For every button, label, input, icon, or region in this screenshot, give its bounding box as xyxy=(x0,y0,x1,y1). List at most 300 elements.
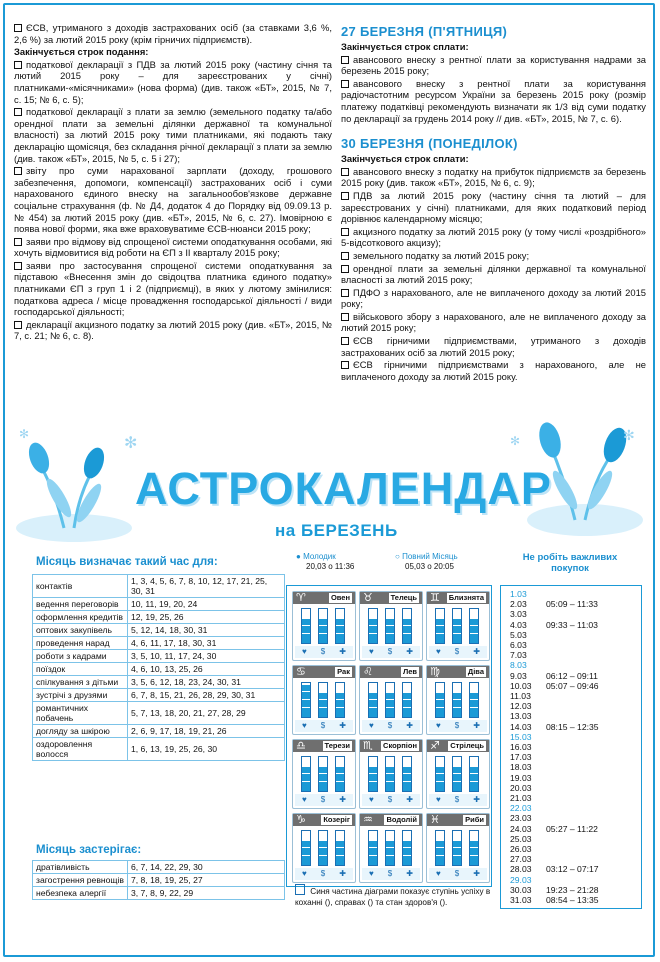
zodiac-sign-icon: ♋ xyxy=(296,666,306,678)
bar-segment xyxy=(336,699,344,700)
bar-segment xyxy=(386,691,394,692)
activity-cell: спілкування з дітьми xyxy=(33,676,128,689)
money-icon: $ xyxy=(320,795,326,804)
bar-segment xyxy=(302,707,310,708)
bar-segment xyxy=(403,707,411,708)
payment-item xyxy=(341,359,646,382)
activity-cell: небезпека алергії xyxy=(33,887,128,900)
activity-cell: ведення переговорів xyxy=(33,598,128,611)
payment-item-text: ЄСВ гірничими підприємствами, утриманого з доходів застрахованих осіб за лютий 2015 року; xyxy=(341,335,646,358)
date-row xyxy=(510,895,599,905)
bar-segment xyxy=(470,617,478,618)
activity-cell: проведення нарад xyxy=(33,637,128,650)
bar-segment xyxy=(470,691,478,692)
bar-segment xyxy=(436,707,444,708)
payment-item-text: земельного податку за лютий 2015 року; xyxy=(353,249,530,261)
success-bar xyxy=(435,682,445,718)
success-fill xyxy=(436,767,444,791)
bar-segment xyxy=(369,633,377,634)
bar-segment xyxy=(302,781,310,782)
success-fill xyxy=(403,841,411,865)
success-fill xyxy=(386,619,394,643)
cell-icons xyxy=(429,720,487,732)
zodiac-cell xyxy=(292,591,356,661)
zodiac-cell xyxy=(426,591,490,661)
success-fill xyxy=(386,841,394,865)
success-fill xyxy=(470,841,478,865)
success-bar xyxy=(469,682,479,718)
checkbox[interactable] xyxy=(14,321,22,329)
health-icon: ✚ xyxy=(406,647,413,656)
date: 16.03 xyxy=(510,742,532,752)
bar-segment xyxy=(302,691,310,692)
bar-segment xyxy=(369,699,377,700)
success-bar xyxy=(318,756,328,792)
health-icon: ✚ xyxy=(339,647,346,656)
zodiac-sign-icon: ♑ xyxy=(296,814,306,826)
date: 5.03 xyxy=(510,629,527,640)
activity-cell: зустрічі з друзями xyxy=(33,689,128,702)
bar-segment xyxy=(386,839,394,840)
date: 8.03 xyxy=(510,660,527,671)
bar-segment xyxy=(369,617,377,618)
time-range: 08:54 – 13:35 xyxy=(546,895,599,905)
checkbox[interactable] xyxy=(341,228,349,236)
bar-segment xyxy=(470,839,478,840)
money-icon: $ xyxy=(387,647,393,656)
bar-segment xyxy=(369,707,377,708)
bar-segment xyxy=(302,699,310,700)
full-moon-icon: ○ xyxy=(395,552,400,561)
checkbox[interactable] xyxy=(341,337,349,345)
money-icon: $ xyxy=(454,869,460,878)
zodiac-name: Лев xyxy=(402,667,417,676)
table-row xyxy=(33,575,285,598)
payment-item-text: ПДФО з нарахованого, але не виплаченого доходу за лютий 2015 року; xyxy=(341,286,646,310)
checkbox[interactable] xyxy=(14,24,22,32)
date: 12.03 xyxy=(510,701,532,712)
date1-heading: 27 БЕРЕЗНЯ (П'ЯТНИЦЯ) xyxy=(341,24,508,39)
date-row xyxy=(510,823,598,834)
date: 18.03 xyxy=(510,762,532,773)
bar-segment xyxy=(319,839,327,840)
bar-segment xyxy=(319,773,327,774)
success-fill xyxy=(319,619,327,643)
success-bar xyxy=(368,608,378,644)
zodiac-name: Діва xyxy=(467,667,484,676)
bar-segment xyxy=(470,707,478,708)
deadline-item-text: податкової декларації з ПДВ за лютий 2015 року (частину січня та лютий 2015 року – для зареєстрованих у січні) платниками-«місячниками» (нова форма) (див. також «БТ», 2015, № 7, с. 15; № 6, с. 5); xyxy=(14,58,332,105)
date2-heading: 30 БЕРЕЗНЯ (ПОНЕДІЛОК) xyxy=(341,136,518,152)
bar-segment xyxy=(453,699,461,700)
health-icon: ✚ xyxy=(473,721,480,730)
bar-segment xyxy=(302,773,310,774)
zodiac-name: Близнята xyxy=(448,593,484,602)
bar-segment xyxy=(369,781,377,782)
success-fill xyxy=(336,767,344,791)
success-bar xyxy=(469,756,479,792)
bar-segment xyxy=(436,773,444,774)
bar-segment xyxy=(319,691,327,692)
success-bar xyxy=(301,608,311,644)
bar-segment xyxy=(436,855,444,856)
date-row xyxy=(510,844,532,854)
success-fill xyxy=(470,619,478,643)
zodiac-name: Стрілець xyxy=(450,741,484,750)
bar-segment xyxy=(470,625,478,626)
success-fill xyxy=(319,693,327,717)
zodiac-cell xyxy=(292,665,356,735)
deadline-item xyxy=(14,260,332,318)
success-fill xyxy=(302,619,310,643)
date-row xyxy=(510,884,599,895)
date: 4.03 xyxy=(510,619,527,630)
love-icon: ♥ xyxy=(302,795,307,804)
date-row xyxy=(510,630,527,640)
bar-segment xyxy=(336,633,344,634)
date: 11.03 xyxy=(510,691,531,701)
checkbox[interactable] xyxy=(341,56,349,64)
checkbox[interactable] xyxy=(341,361,349,369)
purchases-heading: Не робіть важливих покупок xyxy=(522,552,618,574)
bar-segment xyxy=(336,773,344,774)
success-bar xyxy=(335,608,345,644)
svg-text:✻: ✻ xyxy=(510,434,521,448)
success-bar xyxy=(402,682,412,718)
bar-segment xyxy=(403,625,411,626)
date: 1.03 xyxy=(510,589,527,599)
zodiac-sign-icon: ♎ xyxy=(296,740,306,752)
bar-segment xyxy=(336,707,344,708)
bar-segment xyxy=(403,847,411,848)
bar-segment xyxy=(436,617,444,618)
bar-segment xyxy=(470,781,478,782)
payment-item xyxy=(341,311,646,334)
bar-segment xyxy=(336,781,344,782)
date-row xyxy=(510,793,532,803)
love-icon: ♥ xyxy=(369,647,374,656)
success-fill xyxy=(319,767,327,791)
date-row xyxy=(510,875,532,885)
success-bar xyxy=(385,830,395,866)
success-bar xyxy=(368,830,378,866)
success-fill xyxy=(453,841,461,865)
success-fill xyxy=(336,841,344,865)
bar-segment xyxy=(453,691,461,692)
date: 26.03 xyxy=(510,844,532,854)
table-row xyxy=(33,702,285,725)
success-bar xyxy=(469,608,479,644)
date-row xyxy=(510,711,532,721)
table-row xyxy=(33,676,285,689)
bar-segment xyxy=(386,699,394,700)
date: 31.03 xyxy=(510,895,532,905)
zodiac-cell xyxy=(359,591,423,661)
health-icon: ✚ xyxy=(339,869,346,878)
days-cell: 4, 6, 10, 13, 25, 26 xyxy=(128,663,285,676)
bar-segment xyxy=(336,847,344,848)
success-bar xyxy=(335,830,345,866)
success-bar xyxy=(452,830,462,866)
bar-segment xyxy=(369,765,377,766)
checkbox[interactable] xyxy=(341,192,349,200)
date-row xyxy=(510,609,527,619)
date: 3.03 xyxy=(510,609,527,620)
bar-segment xyxy=(470,699,478,700)
bar-segment xyxy=(336,839,344,840)
activity-cell: оздоровлення волосся xyxy=(33,738,128,761)
bar-segment xyxy=(453,625,461,626)
money-icon: $ xyxy=(320,721,326,730)
activity-cell: оформлення кредитів xyxy=(33,611,128,624)
bar-segment xyxy=(319,633,327,634)
zodiac-sign-icon: ♐ xyxy=(430,740,440,752)
bar-segment xyxy=(453,773,461,774)
table-row xyxy=(33,689,285,702)
money-icon: $ xyxy=(387,795,393,804)
date2-sub: Закінчується строк сплати: xyxy=(341,153,469,165)
new-moon-icon: ● xyxy=(296,552,301,561)
deadline-heading: Закінчується строк подання: xyxy=(14,46,149,58)
zodiac-cell xyxy=(359,813,423,883)
success-fill xyxy=(453,693,461,717)
payment-item-text: авансового внеску з податку на прибуток підприємств за березень 2015 року (див. також «БТ», 2015, № 6, с. 9); xyxy=(341,165,646,189)
date-row xyxy=(510,701,532,711)
time-range: 05:07 – 09:46 xyxy=(546,680,599,691)
zodiac-name: Рак xyxy=(337,667,350,676)
zodiac-cell xyxy=(426,665,490,735)
zodiac-name: Овен xyxy=(330,593,350,602)
bar-segment xyxy=(319,847,327,848)
success-fill xyxy=(302,685,310,717)
bar-segment xyxy=(302,839,310,840)
zodiac-sign-icon: ♈ xyxy=(296,592,306,604)
date: 24.03 xyxy=(510,823,532,834)
deadline-item xyxy=(14,59,332,105)
bar-segment xyxy=(470,855,478,856)
bar-segment xyxy=(453,781,461,782)
cell-icons xyxy=(295,646,353,658)
zodiac-grid xyxy=(286,585,492,887)
bar-segment xyxy=(386,617,394,618)
days-cell: 2, 6, 9, 17, 18, 19, 21, 26 xyxy=(128,725,285,738)
date-row xyxy=(510,640,527,650)
legend-bar-icon xyxy=(295,884,305,895)
bar-segment xyxy=(436,847,444,848)
love-icon: ♥ xyxy=(369,869,374,878)
bar-segment xyxy=(319,699,327,700)
payment-item xyxy=(341,166,646,189)
table-row xyxy=(33,663,285,676)
activity-cell: дратівливість xyxy=(33,861,128,874)
zodiac-sign-icon: ♏ xyxy=(363,740,373,752)
payment-item-text: авансового внеску з рентної плати за користування радіочастотним ресурсом України за березень 2015 року (розмір платежу податківці рекомендують визначати як 1/3 від суми податку по декларації за грудень 2014 року // див. «БТ», 2015, № 7, с. 6). xyxy=(341,77,646,124)
bar-segment xyxy=(403,855,411,856)
success-bar xyxy=(301,830,311,866)
favorable-heading: Місяць визначає такий час для: xyxy=(36,556,218,568)
love-icon: ♥ xyxy=(436,795,441,804)
cell-icons xyxy=(429,868,487,880)
success-bar xyxy=(402,830,412,866)
bar-segment xyxy=(470,773,478,774)
checkbox[interactable] xyxy=(14,262,22,270)
payment-item xyxy=(341,250,646,262)
success-fill xyxy=(386,693,394,717)
table-row xyxy=(33,650,285,663)
date: 30.03 xyxy=(510,884,532,895)
checkbox[interactable] xyxy=(14,108,22,116)
bar-segment xyxy=(403,781,411,782)
checkbox[interactable] xyxy=(341,265,349,273)
flower-decoration-left xyxy=(14,418,154,548)
zodiac-cell xyxy=(426,813,490,883)
success-fill xyxy=(386,767,394,791)
success-bar xyxy=(318,608,328,644)
bar-segment xyxy=(369,773,377,774)
bar-segment xyxy=(403,765,411,766)
date-row xyxy=(510,589,527,599)
checkbox[interactable] xyxy=(341,313,349,321)
success-bar xyxy=(469,830,479,866)
success-fill xyxy=(369,841,377,865)
bar-segment xyxy=(453,855,461,856)
money-icon: $ xyxy=(387,721,393,730)
love-icon: ♥ xyxy=(369,721,374,730)
new-moon-label: Молодик xyxy=(303,552,336,561)
money-icon: $ xyxy=(387,869,393,878)
activity-cell: загострення ревнощів xyxy=(33,874,128,887)
bar-segment xyxy=(302,765,310,766)
activity-cell: оптових закупівель xyxy=(33,624,128,637)
date: 21.03 xyxy=(510,793,532,803)
bar-segment xyxy=(369,839,377,840)
checkbox[interactable] xyxy=(14,238,22,246)
bar-segment xyxy=(436,625,444,626)
activity-cell: контактів xyxy=(33,575,128,598)
success-fill xyxy=(436,619,444,643)
zodiac-sign-icon: ♌ xyxy=(363,666,373,678)
success-fill xyxy=(369,767,377,791)
bar-segment xyxy=(386,633,394,634)
days-cell: 5, 7, 13, 18, 20, 21, 27, 28, 29 xyxy=(128,702,285,725)
deadline-item-text: декларації акцизного податку за лютий 2015 року (див. «БТ», 2015, № 7, с. 21; № 6, с. 8). xyxy=(14,318,332,342)
date: 9.03 xyxy=(510,670,527,681)
table-row xyxy=(33,598,285,611)
bar-segment xyxy=(453,617,461,618)
checkbox[interactable] xyxy=(14,61,22,69)
date: 15.03 xyxy=(510,731,532,742)
bar-segment xyxy=(403,839,411,840)
bar-segment xyxy=(302,847,310,848)
date-row xyxy=(510,854,532,864)
deadline-item xyxy=(14,106,332,164)
date-row xyxy=(510,864,599,875)
bar-segment xyxy=(302,633,310,634)
money-icon: $ xyxy=(320,869,326,878)
date-row xyxy=(510,619,598,630)
bar-segment xyxy=(403,617,411,618)
bar-segment xyxy=(436,691,444,692)
bar-segment xyxy=(302,617,310,618)
activity-cell: поїздок xyxy=(33,663,128,676)
table-row xyxy=(33,725,285,738)
date: 7.03 xyxy=(510,650,527,661)
bar-segment xyxy=(336,691,344,692)
bar-segment xyxy=(436,839,444,840)
bar-segment xyxy=(319,707,327,708)
days-cell: 3, 7, 8, 9, 22, 29 xyxy=(128,887,285,900)
zodiac-name: Скорпіон xyxy=(383,741,417,750)
bar-segment xyxy=(369,691,377,692)
date: 10.03 xyxy=(510,680,532,691)
bar-segment xyxy=(453,707,461,708)
table-row xyxy=(33,738,285,761)
time-range: 09:33 – 11:03 xyxy=(546,619,598,630)
bar-segment xyxy=(319,765,327,766)
table-row xyxy=(33,861,285,874)
success-fill xyxy=(369,619,377,643)
deadline-item xyxy=(14,236,332,259)
date: 27.03 xyxy=(510,854,532,865)
date: 20.03 xyxy=(510,782,532,793)
bar-segment xyxy=(336,625,344,626)
days-cell: 12, 19, 25, 26 xyxy=(128,611,285,624)
date-row xyxy=(510,813,532,823)
zodiac-name: Водолій xyxy=(386,815,417,824)
bar-segment xyxy=(302,855,310,856)
date-row xyxy=(510,660,527,670)
checkbox[interactable] xyxy=(341,252,349,260)
success-fill xyxy=(470,767,478,791)
svg-text:✻: ✻ xyxy=(124,435,138,452)
right-column xyxy=(341,22,646,383)
health-icon: ✚ xyxy=(339,795,346,804)
date: 2.03 xyxy=(510,599,527,610)
bar-segment xyxy=(436,633,444,634)
checkbox[interactable] xyxy=(14,167,22,175)
success-fill xyxy=(403,693,411,717)
bar-segment xyxy=(386,625,394,626)
checkbox[interactable] xyxy=(341,80,349,88)
favorable-table xyxy=(32,574,285,761)
zodiac-sign-icon: ♒ xyxy=(363,814,373,826)
success-bar xyxy=(452,756,462,792)
date-row xyxy=(510,650,527,660)
intro-item-text: ЄСВ, утриманого з доходів застрахованих осіб (за ставками 3,6 %, 2,6 %) за лютий 2015 року (крім гірничих підприємств). xyxy=(14,22,332,45)
love-icon: ♥ xyxy=(302,869,307,878)
zodiac-sign-icon: ♉ xyxy=(363,592,373,604)
days-cell: 1, 3, 4, 5, 6, 7, 8, 10, 12, 17, 21, 25, 30, 31 xyxy=(128,575,285,598)
date-row xyxy=(510,680,599,691)
success-bar xyxy=(335,682,345,718)
health-icon: ✚ xyxy=(339,721,346,730)
checkbox[interactable] xyxy=(341,289,349,297)
legend-text: Синя частина діаграми показує ступінь успіху в коханні (), справах () та стан здоров'я (). xyxy=(295,887,491,907)
checkbox[interactable] xyxy=(341,168,349,176)
table-row xyxy=(33,637,285,650)
bar-segment xyxy=(453,765,461,766)
payment-item-text: акцизного податку за лютий 2015 року (у тому числі «роздрібного» 5-відсоткового акцизу); xyxy=(341,225,646,249)
success-bar xyxy=(402,608,412,644)
deadline-item-text: звіту про суми нарахованої зарплати (доходу, грошового забезпечення, допомоги, компенсації) застрахованих осіб і суми нарахованого єдиного внеску на загальнообов'язкове державне соціальне страхування (ф. № Д4, додаток 4 до Порядку від 09.09.13 р. № 454) за лютий 2015 року (див. «БТ», 2015, № 6, с. 27). Імовірною є поява нової форми, яка вже враховуватиме ЄСВ-нюанси 2015 року; xyxy=(14,165,332,235)
bar-segment xyxy=(369,625,377,626)
time-range: 19:23 – 21:28 xyxy=(546,884,599,895)
table-row xyxy=(33,887,285,900)
payment-item-text: ЄСВ гірничими підприємствами з нарахованого, але не виплаченого доходу за лютий 2015 року. xyxy=(341,359,646,382)
date-row xyxy=(510,803,532,813)
date-row xyxy=(510,834,532,844)
date-row xyxy=(510,783,532,793)
